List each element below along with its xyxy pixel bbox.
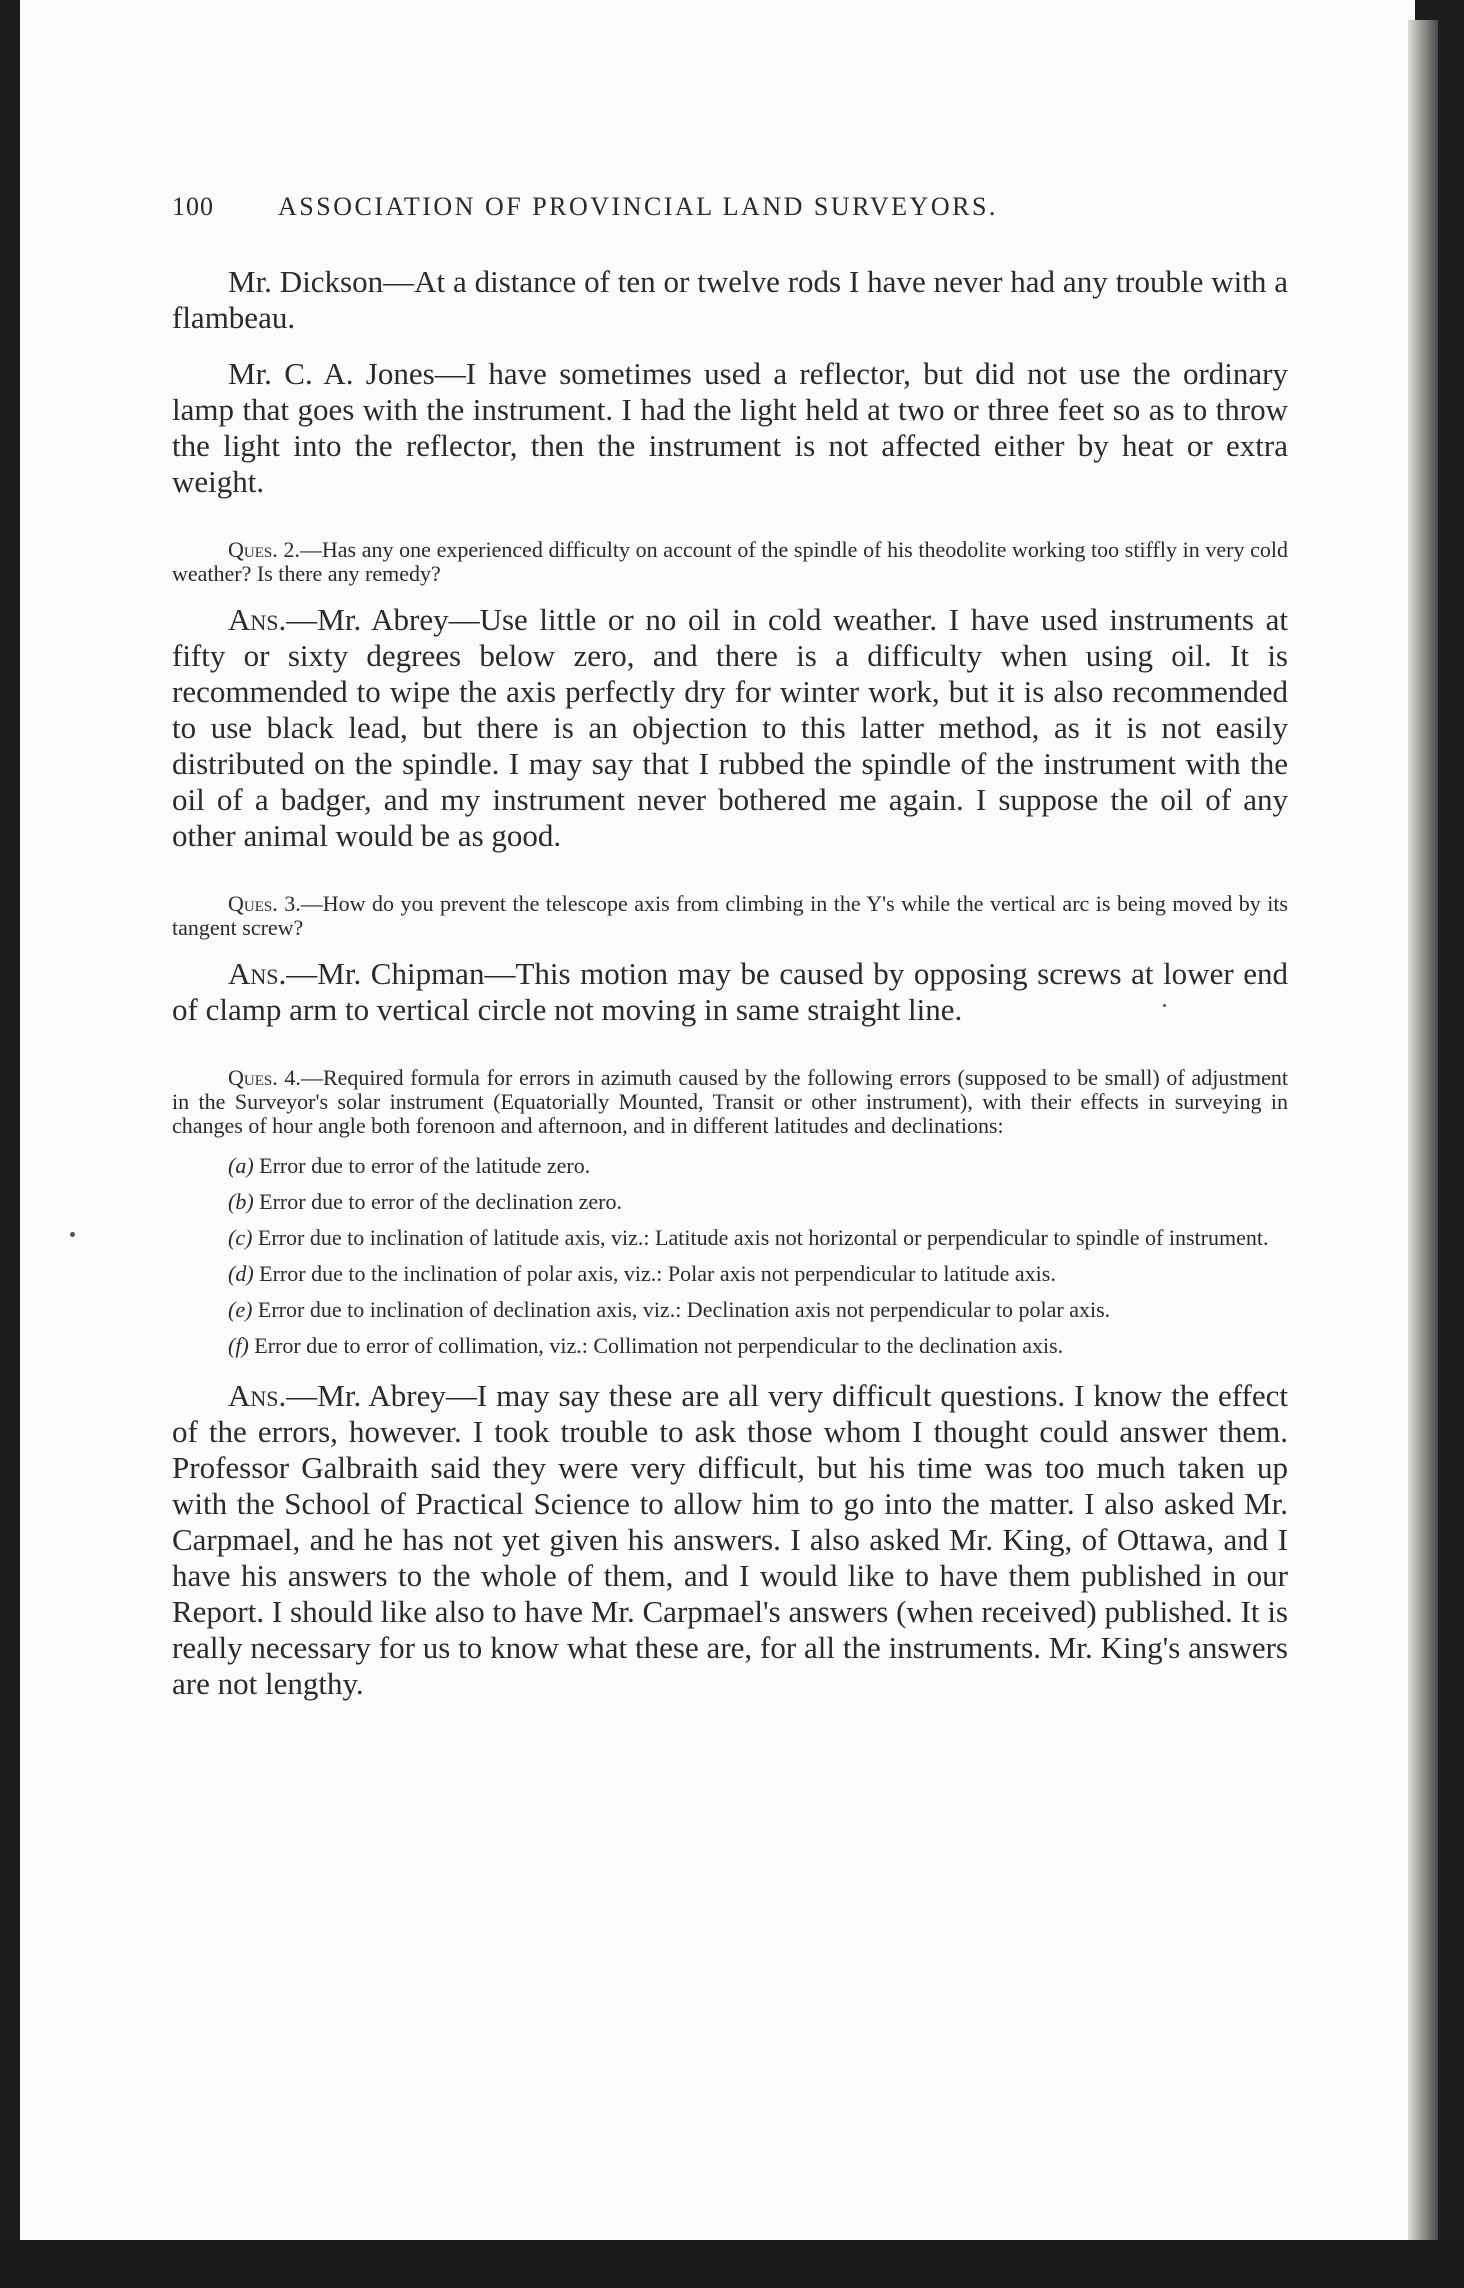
question-text: —Has any one experienced difficulty on account of the spindle of his theodolite working too stiffly in very cold weather? Is there any remedy?	[172, 537, 1288, 586]
scan-border	[0, 2240, 1464, 2288]
question-label: Ques. 4.	[228, 1065, 301, 1090]
page-edge-shadow	[1408, 20, 1438, 2240]
question-label: Ques. 3.	[228, 891, 301, 916]
running-header	[172, 192, 1288, 222]
question-4-item-e	[172, 1298, 1288, 1322]
question-text: —Required formula for errors in azimuth caused by the following errors (supposed to be small) of adjustment in the Surveyor's solar instrument (Equatorially Mounted, Transit or other instrument), with their effects in surveying in changes of hour angle both forenoon and afternoon, and in different latitudes and declinations:	[172, 1065, 1288, 1138]
question-4-item-c	[172, 1226, 1288, 1250]
item-letter: (e)	[228, 1297, 253, 1322]
question-4-item-d	[172, 1262, 1288, 1286]
item-text: Error due to error of the declination zero.	[253, 1189, 622, 1214]
item-text: Error due to error of the latitude zero.	[253, 1153, 591, 1178]
item-letter: (f)	[228, 1333, 249, 1358]
item-text: Error due to error of collimation, viz.: Collimation not perpendicular to the declination axis.	[248, 1333, 1064, 1358]
answer-2	[172, 602, 1288, 854]
item-letter: (c)	[228, 1225, 253, 1250]
answer-label: Ans.	[228, 956, 287, 991]
question-4-item-b	[172, 1190, 1288, 1214]
question-3	[172, 892, 1288, 940]
item-text: Error due to inclination of latitude axis, viz.: Latitude axis not horizontal or perpendicular to spindle of instrument.	[252, 1225, 1269, 1250]
item-text: Error due to the inclination of polar axis, viz.: Polar axis not perpendicular to latitude axis.	[253, 1261, 1056, 1286]
question-label: Ques. 2.	[228, 537, 300, 562]
paragraph-jones: Mr. C. A. Jones—I have sometimes used a reflector, but did not use the ordinary lamp that goes with the instrument. I had the light held at two or three feet so as to throw the light into the reflector, then the instrument is not affected either by heat or extra weight.	[172, 356, 1288, 499]
answer-label: Ans.	[228, 1378, 287, 1413]
answer-label: Ans.	[228, 602, 287, 637]
scan-speck	[70, 1232, 75, 1237]
item-text: Error due to inclination of declination axis, viz.: Declination axis not perpendicular to polar axis.	[252, 1297, 1111, 1322]
question-4	[172, 1066, 1288, 1138]
question-4-item-f	[172, 1334, 1288, 1358]
running-title: ASSOCIATION OF PROVINCIAL LAND SURVEYORS.	[278, 192, 998, 221]
answer-text: —Mr. Chipman—This motion may be caused by opposing screws at lower end of clamp arm to vertical circle not moving in same straight line.	[172, 956, 1288, 1027]
page-content	[172, 192, 1288, 1722]
page-number: 100	[172, 192, 214, 221]
answer-4	[172, 1378, 1288, 1702]
item-letter: (d)	[228, 1261, 254, 1286]
paragraph-dickson: Mr. Dickson—At a distance of ten or twelve rods I have never had any trouble with a flambeau.	[172, 264, 1288, 335]
answer-text: —Mr. Abrey—I may say these are all very difficult questions. I know the effect of the errors, however. I took trouble to ask those whom I thought could answer them. Professor Galbraith said they were very difficult, but his time was too much taken up with the School of Practical Science to allow him to go into the matter. I also asked Mr. Carpmael, and he has not yet given his answers. I also asked Mr. King, of Ottawa, and I have his answers to the whole of them, and I would like to have them published in our Report. I should like also to have Mr. Carpmael's answers (when received) published. It is really necessary for us to know what these are, for all the instruments. Mr. King's answers are not lengthy.	[172, 1378, 1288, 1701]
question-text: —How do you prevent the telescope axis from climbing in the Y's while the vertical arc is being moved by its tangent screw?	[172, 891, 1288, 940]
item-letter: (a)	[228, 1153, 254, 1178]
question-2	[172, 538, 1288, 586]
item-letter: (b)	[228, 1189, 254, 1214]
question-4-item-a	[172, 1154, 1288, 1178]
answer-3	[172, 956, 1288, 1028]
answer-text: —Mr. Abrey—Use little or no oil in cold weather. I have used instruments at fifty or sixty degrees below zero, and there is a difficulty when using oil. It is recommended to wipe the axis perfectly dry for winter work, but it is also recommended to use black lead, but there is an objection to this latter method, as it is not easily distributed on the spindle. I may say that I rubbed the spindle of the instrument with the oil of a badger, and my instrument never bothered me again. I suppose the oil of any other animal would be as good.	[172, 602, 1288, 853]
